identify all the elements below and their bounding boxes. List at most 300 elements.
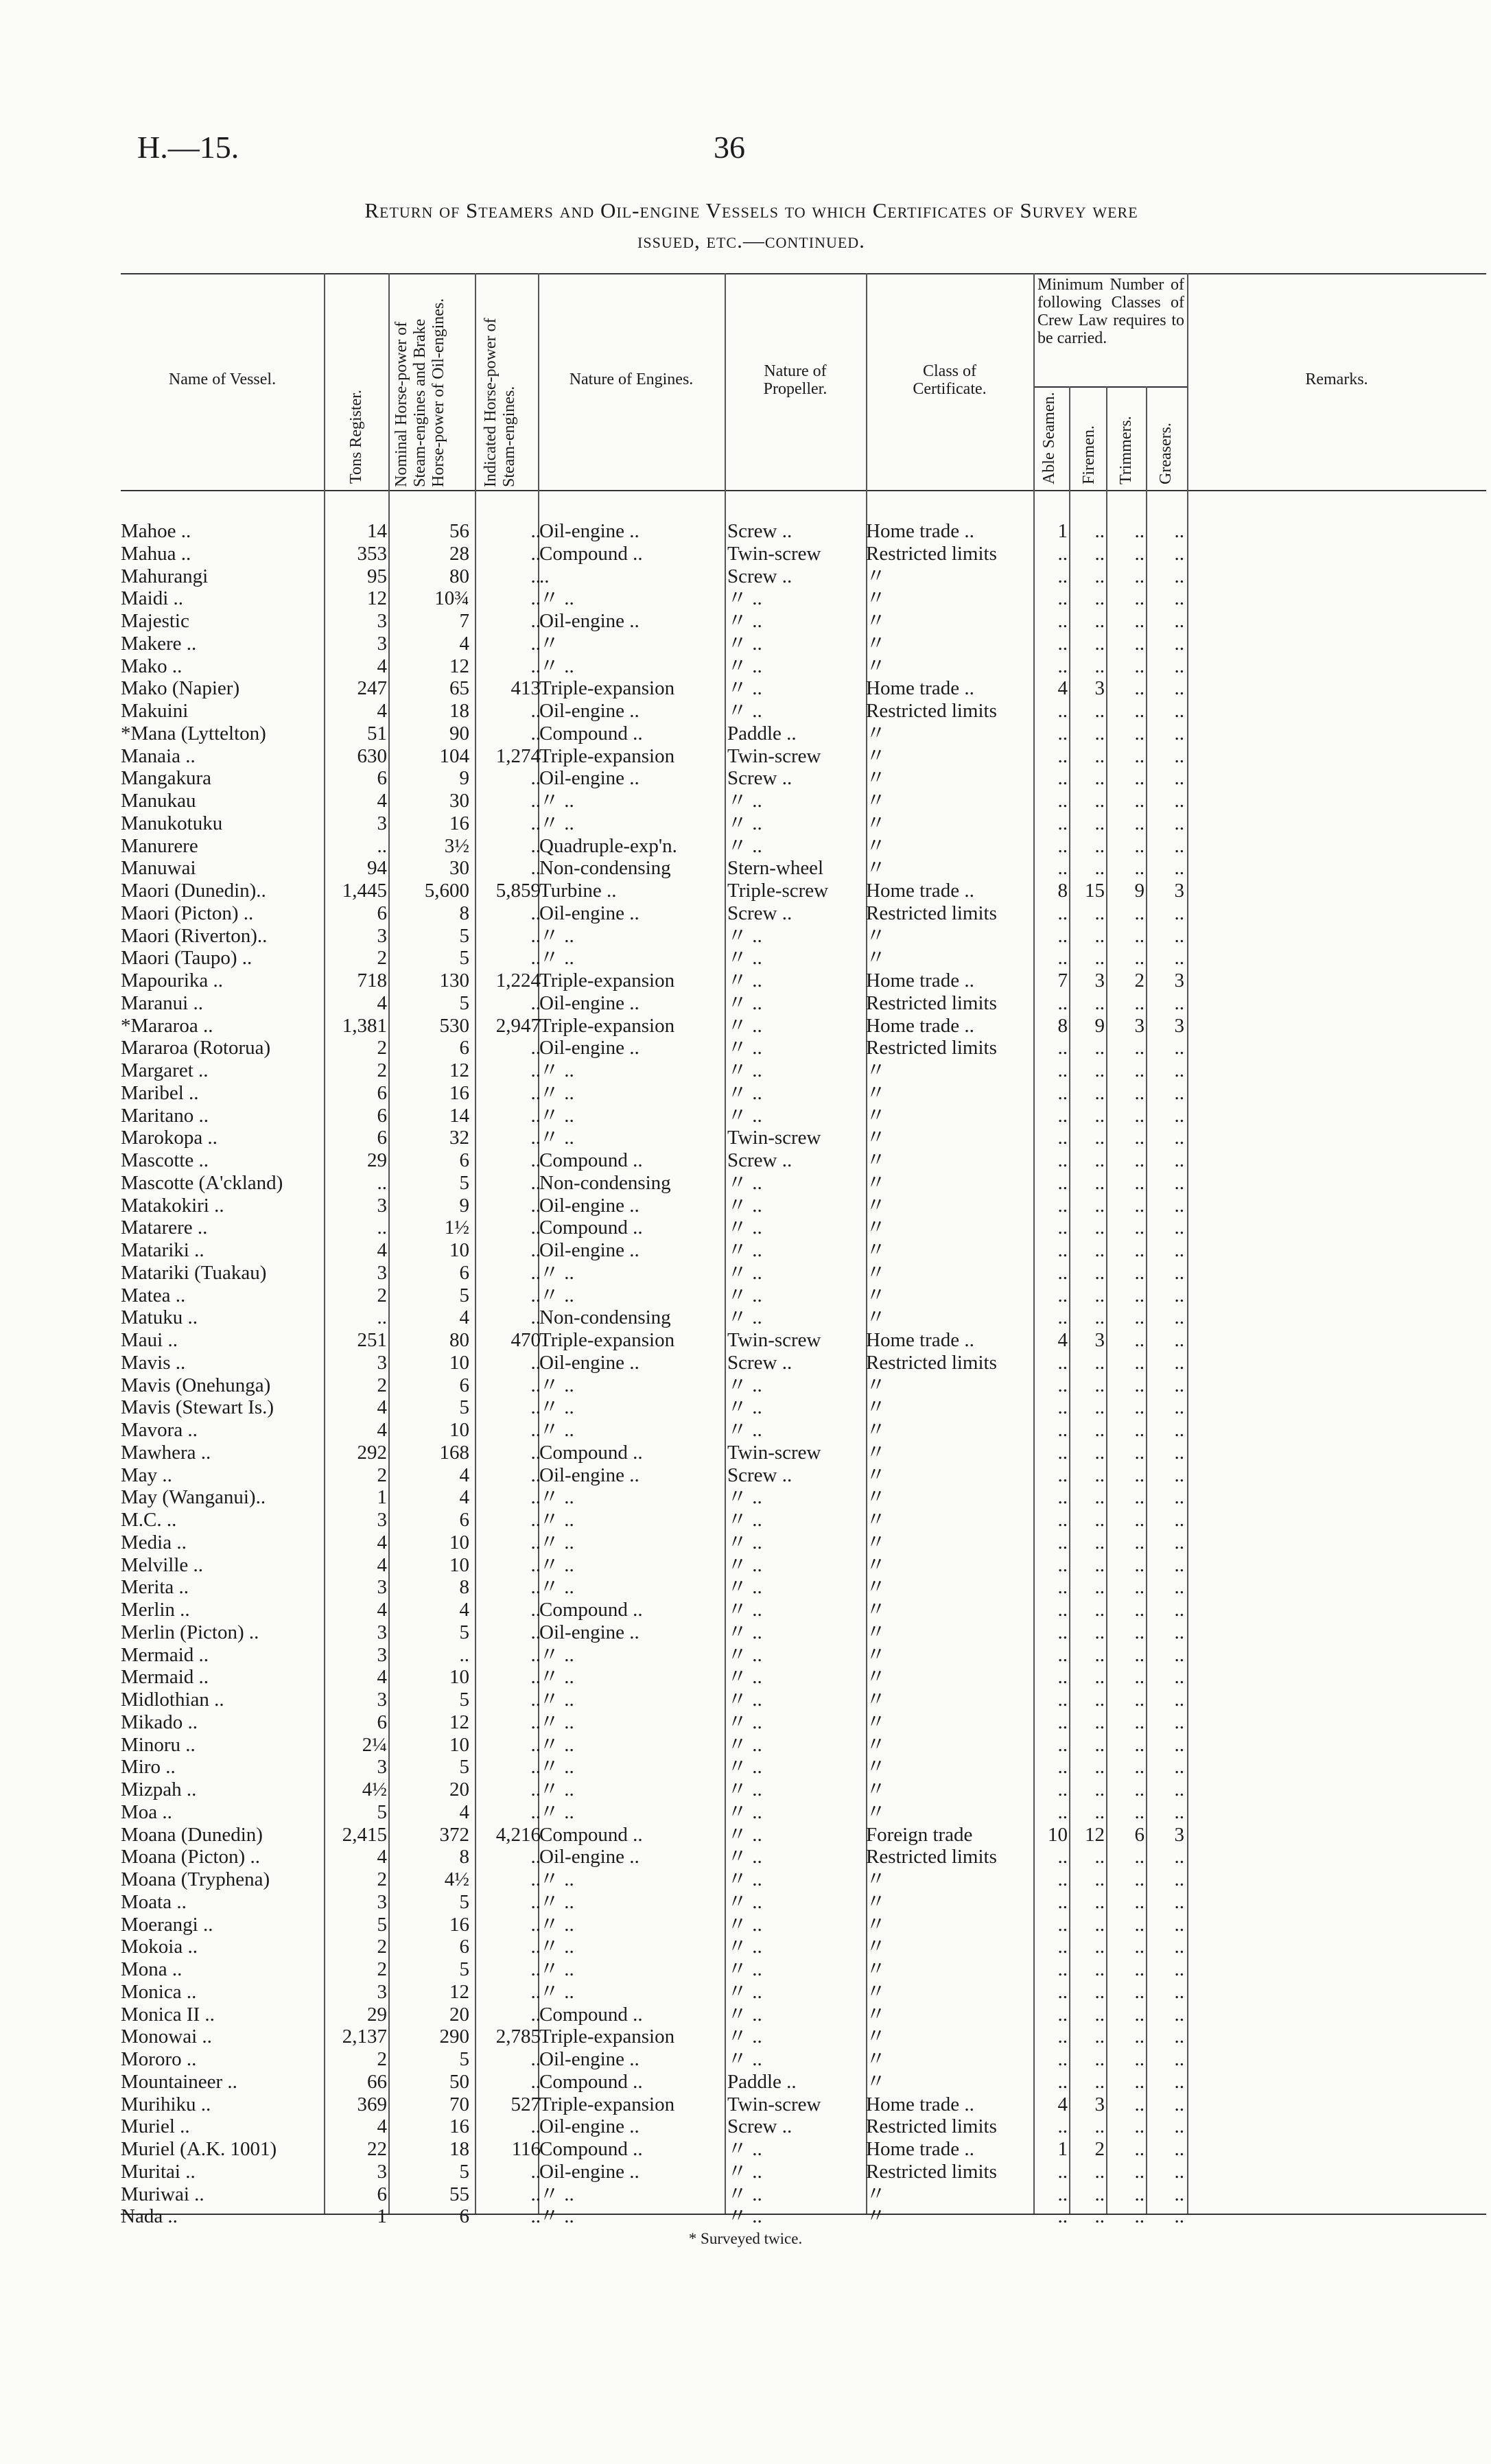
nature-of-propeller: 〃 .. [727, 632, 762, 655]
tons-register: 3 [377, 1576, 387, 1599]
tons-register: 14 [367, 520, 387, 542]
able-seamen: .. [1057, 1374, 1068, 1396]
tons-register: 3 [377, 610, 387, 632]
able-seamen: .. [1057, 1553, 1068, 1576]
tons-register: 1,445 [342, 880, 387, 902]
firemen: 2 [1094, 2138, 1105, 2160]
trimmers: .. [1134, 1464, 1144, 1486]
vessel-name: May .. [121, 1464, 172, 1486]
indicated-horse-power: .. [530, 1509, 541, 1531]
nature-of-propeller: 〃 .. [727, 1576, 762, 1599]
indicated-horse-power: .. [530, 1306, 541, 1329]
greasers: .. [1174, 1576, 1184, 1599]
vessel-name: Mavora .. [121, 1419, 198, 1441]
nominal-horse-power: 12 [449, 1980, 469, 2003]
vessel-name: Mermaid .. [121, 1643, 209, 1666]
greasers: .. [1174, 947, 1184, 970]
tons-register: 4 [377, 1531, 387, 1553]
nominal-horse-power: 5 [459, 947, 469, 970]
greasers: .. [1174, 1689, 1184, 1711]
firemen: .. [1094, 834, 1105, 857]
nominal-horse-power: 130 [439, 970, 469, 992]
nature-of-engines: Compound .. [539, 1823, 643, 1846]
able-seamen: .. [1057, 1846, 1068, 1868]
indicated-horse-power: .. [530, 857, 541, 880]
greasers: 3 [1174, 1014, 1184, 1037]
class-of-certificate: Restricted limits [866, 1846, 997, 1868]
table-row [0, 2205, 1491, 2228]
greasers: .. [1174, 1396, 1184, 1419]
vessel-name: Media .. [121, 1531, 187, 1553]
able-seamen: .. [1057, 1980, 1068, 2003]
able-seamen: .. [1057, 1239, 1068, 1261]
table-row [0, 1015, 1491, 1037]
trimmers: .. [1134, 1936, 1144, 1958]
greasers: .. [1174, 632, 1184, 655]
nature-of-engines: Oil-engine .. [539, 1464, 639, 1486]
class-of-certificate: 〃 [866, 1666, 887, 1689]
tons-register: 1 [377, 1486, 387, 1509]
tons-register: 4 [377, 1846, 387, 1868]
nature-of-propeller: 〃 .. [727, 1958, 762, 1980]
class-of-certificate: 〃 [866, 1890, 887, 1913]
table-row [0, 700, 1491, 723]
firemen: 15 [1085, 880, 1105, 902]
greasers: .. [1174, 1890, 1184, 1913]
able-seamen: .. [1057, 790, 1068, 812]
class-of-certificate: 〃 [866, 947, 887, 970]
greasers: .. [1174, 992, 1184, 1014]
table-row [0, 1306, 1491, 1329]
vessel-name: Mikado .. [121, 1711, 198, 1733]
nominal-horse-power: 80 [449, 565, 469, 587]
nature-of-propeller: 〃 .. [727, 700, 762, 722]
greasers: .. [1174, 1239, 1184, 1261]
vessel-name: Mahurangi [121, 565, 209, 587]
able-seamen: .. [1057, 1306, 1068, 1329]
trimmers: .. [1134, 565, 1144, 587]
nominal-horse-power: 20 [449, 2003, 469, 2026]
indicated-horse-power: .. [530, 610, 541, 632]
indicated-horse-power: .. [530, 1733, 541, 1756]
indicated-horse-power: 470 [510, 1329, 541, 1351]
firemen: .. [1094, 2115, 1105, 2138]
nominal-horse-power: 16 [449, 1913, 469, 1936]
able-seamen: .. [1057, 1890, 1068, 1913]
trimmers: .. [1134, 834, 1144, 857]
class-of-certificate: 〃 [866, 1980, 887, 2003]
tons-register: 3 [377, 2160, 387, 2183]
vessel-name: Maritano .. [121, 1104, 209, 1127]
nature-of-propeller: 〃 .. [727, 1689, 762, 1711]
nature-of-engines: 〃 .. [539, 1531, 574, 1553]
firemen: .. [1094, 1104, 1105, 1127]
nature-of-engines: 〃 .. [539, 587, 574, 610]
indicated-horse-power: .. [530, 1217, 541, 1239]
table-row [0, 790, 1491, 812]
trimmers: .. [1134, 1351, 1144, 1374]
vessel-name: May (Wanganui).. [121, 1486, 266, 1509]
nominal-horse-power: 4½ [444, 1868, 469, 1890]
nominal-horse-power: 9 [459, 767, 469, 790]
nominal-horse-power: 32 [449, 1127, 469, 1149]
greasers: .. [1174, 1846, 1184, 1868]
class-of-certificate: Home trade .. [866, 677, 974, 700]
indicated-horse-power: .. [530, 1756, 541, 1779]
table-row [0, 1532, 1491, 1554]
nature-of-engines: 〃 .. [539, 1868, 574, 1890]
class-of-certificate: 〃 [866, 1936, 887, 1958]
page-title [158, 196, 1345, 256]
vessel-name: Muriwai .. [121, 2183, 204, 2205]
nature-of-engines: Oil-engine .. [539, 902, 639, 924]
class-of-certificate: 〃 [866, 2003, 887, 2026]
greasers: .. [1174, 722, 1184, 744]
able-seamen: .. [1057, 1037, 1068, 1059]
nominal-horse-power: 104 [439, 744, 469, 767]
nature-of-propeller: Screw .. [727, 520, 793, 542]
class-of-certificate: 〃 [866, 655, 887, 677]
tons-register: 4 [377, 1599, 387, 1621]
nominal-horse-power: 10¾ [434, 587, 469, 610]
trimmers: .. [1134, 2003, 1144, 2026]
able-seamen: .. [1057, 722, 1068, 744]
footnote: * Surveyed twice. [688, 2230, 803, 2247]
tons-register: 3 [377, 1509, 387, 1531]
indicated-horse-power: .. [530, 1890, 541, 1913]
table-row [0, 1374, 1491, 1397]
trimmers: .. [1134, 520, 1144, 542]
class-of-certificate: 〃 [866, 834, 887, 857]
nominal-horse-power: 16 [449, 2115, 469, 2138]
nature-of-engines: 〃 .. [539, 1913, 574, 1936]
title-main: Return of Steamers and Oil-engine Vessels to which Certificates of Survey were [364, 198, 1138, 222]
tons-register: 29 [367, 1149, 387, 1171]
firemen: .. [1094, 1846, 1105, 1868]
header-propeller: Nature of Propeller. [763, 362, 827, 398]
tons-register: 6 [377, 902, 387, 924]
nominal-horse-power: 4 [459, 1306, 469, 1329]
crew-group-rule [1035, 386, 1187, 388]
nature-of-propeller: 〃 .. [727, 2138, 762, 2160]
firemen: .. [1094, 812, 1105, 834]
able-seamen: .. [1057, 1059, 1068, 1081]
indicated-horse-power: .. [530, 1553, 541, 1576]
nominal-horse-power: 5 [459, 1396, 469, 1419]
trimmers: .. [1134, 1486, 1144, 1509]
trimmers: .. [1134, 1599, 1144, 1621]
vessel-name: Maranui .. [121, 992, 203, 1014]
class-of-certificate: 〃 [866, 812, 887, 834]
tons-register: 95 [367, 565, 387, 587]
able-seamen: .. [1057, 1261, 1068, 1284]
trimmers: .. [1134, 1037, 1144, 1059]
tons-register: 2 [377, 947, 387, 970]
nature-of-engines: Triple-expansion [539, 677, 675, 700]
class-of-certificate: 〃 [866, 1509, 887, 1531]
table-row [0, 2093, 1491, 2116]
nature-of-engines: Non-condensing [539, 1306, 671, 1329]
class-of-certificate: Home trade .. [866, 1014, 974, 1037]
class-of-certificate: 〃 [866, 1958, 887, 1980]
class-of-certificate: 〃 [866, 722, 887, 744]
nature-of-engines: Triple-expansion [539, 744, 675, 767]
able-seamen: 7 [1057, 970, 1068, 992]
greasers: .. [1174, 677, 1184, 700]
nature-of-engines: Triple-expansion [539, 2093, 675, 2115]
nature-of-engines: Oil-engine .. [539, 700, 639, 722]
table-row [0, 1486, 1491, 1509]
trimmers: .. [1134, 1419, 1144, 1441]
nature-of-engines: 〃 .. [539, 1509, 574, 1531]
greasers: .. [1174, 767, 1184, 790]
indicated-horse-power: .. [530, 520, 541, 542]
nominal-horse-power: 10 [449, 1553, 469, 1576]
trimmers: .. [1134, 1733, 1144, 1756]
nature-of-propeller: 〃 .. [727, 1846, 762, 1868]
tons-register: 2 [377, 1868, 387, 1890]
vessel-name: Merita .. [121, 1576, 189, 1599]
vessel-name: Mangakura [121, 767, 212, 790]
nominal-horse-power: 5 [459, 1171, 469, 1194]
nature-of-propeller: 〃 .. [727, 1666, 762, 1689]
greasers: .. [1174, 2183, 1184, 2205]
table-row [0, 970, 1491, 992]
nature-of-propeller: 〃 .. [727, 655, 762, 677]
greasers: .. [1174, 2138, 1184, 2160]
table-row [0, 1284, 1491, 1307]
class-of-certificate: Restricted limits [866, 700, 997, 722]
indicated-horse-power: .. [530, 1441, 541, 1464]
able-seamen: .. [1057, 1509, 1068, 1531]
firemen: .. [1094, 520, 1105, 542]
firemen: .. [1094, 1127, 1105, 1149]
able-seamen: .. [1057, 1486, 1068, 1509]
nominal-horse-power: 6 [459, 1037, 469, 1059]
nature-of-engines: 〃 .. [539, 1374, 574, 1396]
table-row [0, 880, 1491, 902]
nominal-horse-power: 5 [459, 2048, 469, 2070]
trimmers: .. [1134, 1284, 1144, 1306]
greasers: .. [1174, 520, 1184, 542]
tons-register: 3 [377, 1689, 387, 1711]
nature-of-engines: 〃 .. [539, 1284, 574, 1306]
tons-register: 2 [377, 1936, 387, 1958]
indicated-horse-power: 1,224 [495, 970, 541, 992]
class-of-certificate: 〃 [866, 2048, 887, 2070]
tons-register: 3 [377, 1621, 387, 1643]
nature-of-propeller: 〃 .. [727, 812, 762, 834]
nominal-horse-power: 6 [459, 1149, 469, 1171]
indicated-horse-power: 2,785 [495, 2026, 541, 2048]
greasers: .. [1174, 2048, 1184, 2070]
tons-register: 3 [377, 924, 387, 947]
firemen: .. [1094, 2160, 1105, 2183]
tons-register: 3 [377, 1890, 387, 1913]
nature-of-engines: 〃 .. [539, 1576, 574, 1599]
table-row [0, 1127, 1491, 1149]
able-seamen: .. [1057, 2048, 1068, 2070]
indicated-horse-power: .. [530, 565, 541, 587]
nature-of-propeller: 〃 .. [727, 1980, 762, 2003]
table-row [0, 2115, 1491, 2138]
class-of-certificate: 〃 [866, 1756, 887, 1779]
greasers: .. [1174, 1419, 1184, 1441]
table-row [0, 2004, 1491, 2026]
nature-of-propeller: 〃 .. [727, 1890, 762, 1913]
table-row [0, 1329, 1491, 1352]
table-row [0, 1868, 1491, 1891]
trimmers: .. [1134, 1261, 1144, 1284]
tons-register: 2 [377, 2048, 387, 2070]
greasers: .. [1174, 1733, 1184, 1756]
vessel-name: Mountaineer .. [121, 2070, 237, 2093]
class-of-certificate: 〃 [866, 1261, 887, 1284]
trimmers: .. [1134, 947, 1144, 970]
greasers: .. [1174, 1643, 1184, 1666]
tons-register: 4 [377, 700, 387, 722]
vessel-name: Manukau [121, 790, 196, 812]
greasers: .. [1174, 834, 1184, 857]
nature-of-propeller: 〃 .. [727, 1104, 762, 1127]
firemen: .. [1094, 2070, 1105, 2093]
firemen: .. [1094, 1396, 1105, 1419]
nature-of-engines: Quadruple-exp'n. [539, 834, 677, 857]
table-row [0, 812, 1491, 835]
able-seamen: .. [1057, 2183, 1068, 2205]
trimmers: .. [1134, 1553, 1144, 1576]
nature-of-propeller: 〃 .. [727, 1936, 762, 1958]
indicated-horse-power: .. [530, 2048, 541, 2070]
trimmers: .. [1134, 790, 1144, 812]
greasers: .. [1174, 1171, 1184, 1194]
able-seamen: .. [1057, 1194, 1068, 1217]
able-seamen: .. [1057, 857, 1068, 880]
able-seamen: .. [1057, 1689, 1068, 1711]
greasers: .. [1174, 1464, 1184, 1486]
tons-register: 353 [357, 542, 387, 565]
nominal-horse-power: 65 [449, 677, 469, 700]
greasers: .. [1174, 2026, 1184, 2048]
firemen: .. [1094, 1351, 1105, 1374]
vessel-name: Muriel (A.K. 1001) [121, 2138, 277, 2160]
class-of-certificate: 〃 [866, 1396, 887, 1419]
trimmers: .. [1134, 1217, 1144, 1239]
greasers: .. [1174, 744, 1184, 767]
firemen: 3 [1094, 970, 1105, 992]
able-seamen: 10 [1048, 1823, 1068, 1846]
indicated-horse-power: .. [530, 924, 541, 947]
nominal-horse-power: 80 [449, 1329, 469, 1351]
indicated-horse-power: .. [530, 1464, 541, 1486]
vessel-name: Muriel .. [121, 2115, 190, 2138]
indicated-horse-power: .. [530, 1059, 541, 1081]
able-seamen: .. [1057, 1104, 1068, 1127]
nature-of-propeller: Screw .. [727, 902, 793, 924]
vessel-name: Mawhera .. [121, 1441, 211, 1464]
firemen: .. [1094, 700, 1105, 722]
nature-of-engines: 〃 .. [539, 1666, 574, 1689]
class-of-certificate: 〃 [866, 1284, 887, 1306]
table-top-rule [121, 273, 1486, 274]
header-trimmers: Trimmers. [1117, 416, 1135, 484]
able-seamen: .. [1057, 1284, 1068, 1306]
able-seamen: .. [1057, 655, 1068, 677]
tons-register: 3 [377, 1351, 387, 1374]
firemen: .. [1094, 992, 1105, 1014]
nature-of-engines: Non-condensing [539, 857, 671, 880]
tons-register: 22 [367, 2138, 387, 2160]
firemen: .. [1094, 2183, 1105, 2205]
trimmers: 2 [1134, 970, 1144, 992]
able-seamen: .. [1057, 1464, 1068, 1486]
class-of-certificate: 〃 [866, 924, 887, 947]
table-row [0, 1756, 1491, 1779]
nominal-horse-power: 4 [459, 1599, 469, 1621]
trimmers: .. [1134, 1779, 1144, 1800]
vessel-name: Matuku .. [121, 1306, 198, 1329]
page-reference: H.—15. [137, 130, 239, 165]
vessel-name: Moa .. [121, 1800, 172, 1823]
nature-of-propeller: 〃 .. [727, 1306, 762, 1329]
vessel-name: Mahua .. [121, 542, 191, 565]
nature-of-propeller: 〃 .. [727, 1733, 762, 1756]
vessel-name: Moana (Picton) .. [121, 1846, 260, 1868]
vessel-name: Moana (Dunedin) [121, 1823, 263, 1846]
nature-of-engines: Compound .. [539, 2003, 643, 2026]
trimmers: .. [1134, 2026, 1144, 2048]
class-of-certificate: Restricted limits [866, 1037, 997, 1059]
table-row [0, 2183, 1491, 2206]
nature-of-propeller: 〃 .. [727, 1081, 762, 1104]
nominal-horse-power: 290 [439, 2026, 469, 2048]
firemen: .. [1094, 2026, 1105, 2048]
trimmers: .. [1134, 655, 1144, 677]
class-of-certificate: 〃 [866, 632, 887, 655]
header-name: Name of Vessel. [168, 371, 277, 388]
trimmers: .. [1134, 1396, 1144, 1419]
indicated-horse-power: .. [530, 655, 541, 677]
able-seamen: .. [1057, 924, 1068, 947]
vessel-name: Manurere [121, 834, 198, 857]
header-engines: Nature of Engines. [569, 371, 694, 388]
trimmers: .. [1134, 632, 1144, 655]
trimmers: .. [1134, 1913, 1144, 1936]
able-seamen: .. [1057, 2003, 1068, 2026]
able-seamen: .. [1057, 1441, 1068, 1464]
vessel-name: Makuini [121, 700, 189, 722]
trimmers: .. [1134, 1531, 1144, 1553]
indicated-horse-power: .. [530, 1194, 541, 1217]
greasers: .. [1174, 1306, 1184, 1329]
greasers: .. [1174, 924, 1184, 947]
able-seamen: .. [1057, 542, 1068, 565]
nominal-horse-power: 5 [459, 1284, 469, 1306]
vessel-name: Matakokiri .. [121, 1194, 224, 1217]
tons-register: 3 [377, 1643, 387, 1666]
firemen: .. [1094, 2205, 1105, 2228]
nominal-horse-power: 5 [459, 992, 469, 1014]
nominal-horse-power: 10 [449, 1666, 469, 1689]
firemen: .. [1094, 902, 1105, 924]
nominal-horse-power: 18 [449, 700, 469, 722]
nature-of-propeller: 〃 .. [727, 1059, 762, 1081]
firemen: .. [1094, 1059, 1105, 1081]
nature-of-propeller: 〃 .. [727, 1419, 762, 1441]
greasers: 3 [1174, 880, 1184, 902]
class-of-certificate: 〃 [866, 1621, 887, 1643]
tons-register: 6 [377, 2183, 387, 2205]
